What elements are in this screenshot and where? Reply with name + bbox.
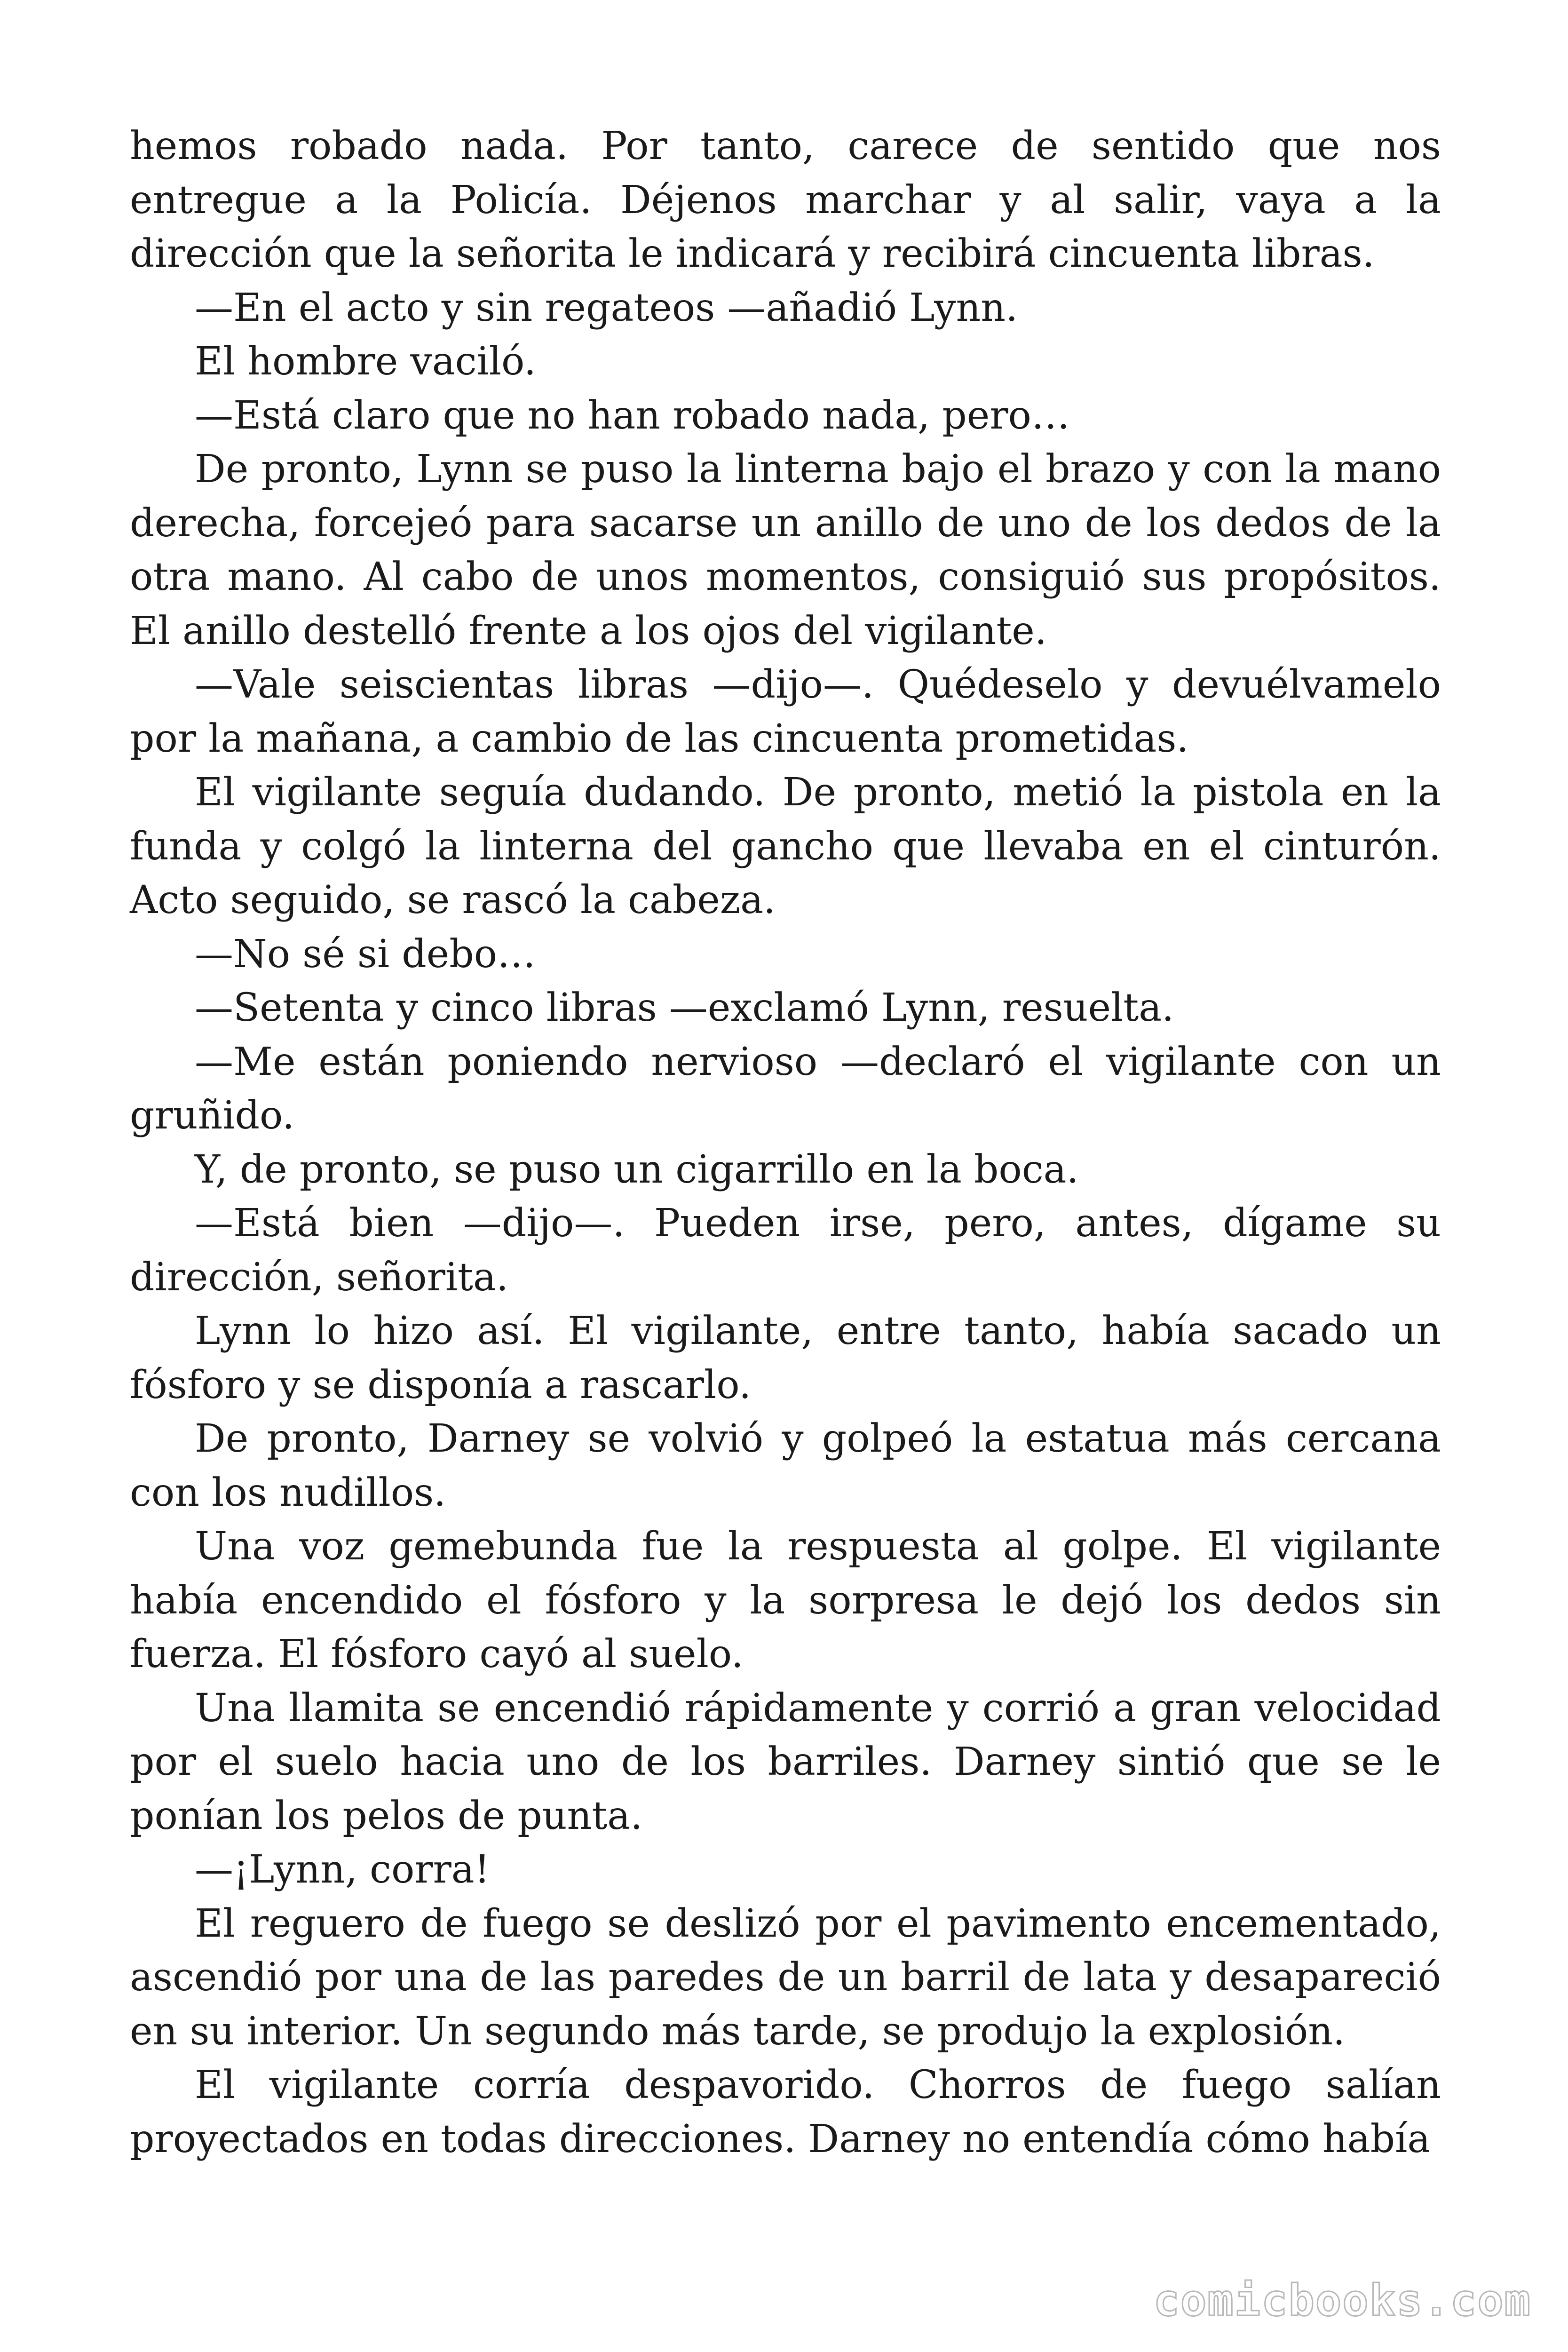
paragraph: —Me están poniendo nervioso —declaró el vigilante con un gruñido. (130, 1039, 1441, 1138)
paragraph: El vigilante corría despavorido. Chorros de fuego salían proyectados en todas direcciones. Darney no entendía cómo había (130, 2063, 1441, 2161)
paragraph: De pronto, Darney se volvió y golpeó la estatua más cercana con los nudillos. (130, 1416, 1441, 1515)
paragraph: —¡Lynn, corra! (195, 1847, 490, 1892)
watermark: comicbooks.com (1153, 2275, 1531, 2326)
paragraph-continuation: hemos robado nada. Por tanto, carece de sentido que nos entregue a la Policía. Déjenos marchar y al salir, vaya a la dirección que la señorita le indicará y recibirá cincuenta libras. (130, 124, 1441, 276)
paragraph: Una llamita se encendió rápidamente y corrió a gran velocidad por el suelo hacia uno de los barriles. Darney sintió que se le ponían los pelos de punta. (130, 1685, 1441, 1838)
paragraph: Una voz gemebunda fue la respuesta al golpe. El vigilante había encendido el fósforo y la sorpresa le dejó los dedos sin fuerza. El fósforo cayó al suelo. (130, 1524, 1441, 1677)
paragraph: Y, de pronto, se puso un cigarrillo en la boca. (195, 1147, 1079, 1192)
paragraph: De pronto, Lynn se puso la linterna bajo el brazo y con la mano derecha, forcejeó para sacarse un anillo de uno de los dedos de la otra mano. Al cabo de unos momentos, consiguió sus propósitos. El anillo destelló frente a los ojos del vigilante. (130, 447, 1441, 653)
paragraph: —En el acto y sin regateos —añadió Lynn. (195, 285, 1018, 330)
paragraph: —Está bien —dijo—. Pueden irse, pero, antes, dígame su dirección, señorita. (130, 1201, 1441, 1300)
body-text (130, 119, 1441, 2166)
paragraph: —Vale seiscientas libras —dijo—. Quédeselo y devuélvamelo por la mañana, a cambio de las cincuenta prometidas. (130, 662, 1441, 761)
paragraph: El vigilante seguía dudando. De pronto, metió la pistola en la funda y colgó la linterna del gancho que llevaba en el cinturón. Acto seguido, se rascó la cabeza. (130, 770, 1441, 922)
paragraph: —No sé si debo… (195, 931, 536, 977)
paragraph: El hombre vaciló. (195, 339, 536, 384)
paragraph: Lynn lo hizo así. El vigilante, entre tanto, había sacado un fósforo y se disponía a rascarlo. (130, 1309, 1441, 1407)
paragraph: —Setenta y cinco libras —exclamó Lynn, resuelta. (195, 985, 1174, 1030)
paragraph: —Está claro que no han robado nada, pero… (195, 393, 1070, 438)
paragraph: El reguero de fuego se deslizó por el pavimento encementado, ascendió por una de las paredes de un barril de lata y desapareció en su interior. Un segundo más tarde, se produjo la explosión. (130, 1901, 1441, 2054)
